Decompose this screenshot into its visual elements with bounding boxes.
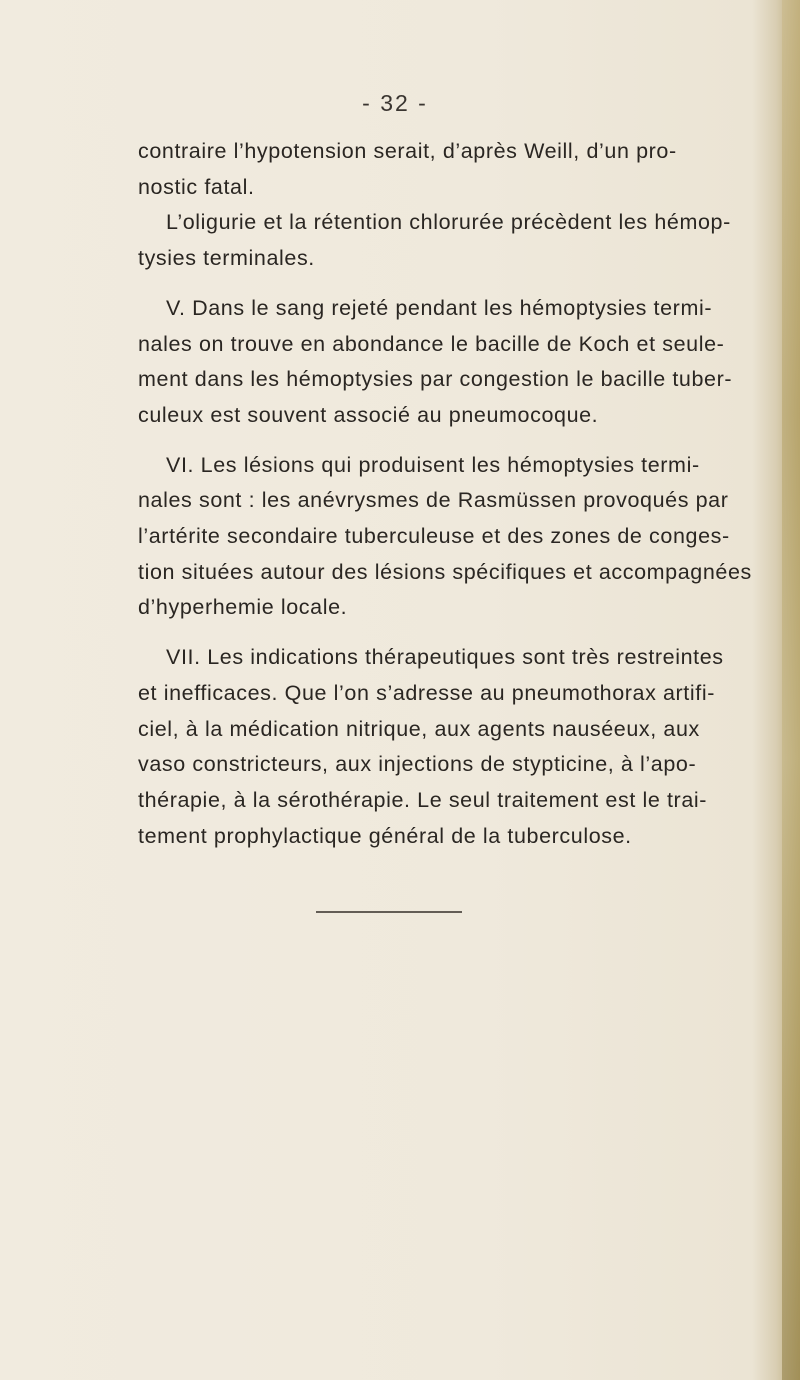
text-line: contraire l’hypotension serait, d’après Weill, d’un pro- <box>138 139 677 163</box>
end-rule-divider <box>316 911 462 913</box>
text-line: culeux est souvent associé au pneumocoque. <box>138 402 599 427</box>
text-line: l’artérite secondaire tuberculeuse et des zones de conges- <box>138 524 730 549</box>
paragraph-section-vi <box>138 448 770 627</box>
paragraph-section-vii <box>138 640 770 854</box>
text-line: VII. Les indications thérapeutiques sont très restreintes <box>166 645 724 670</box>
text-line: ciel, à la médication nitrique, aux agents nauséeux, aux <box>138 716 700 741</box>
page-edge-stain <box>782 0 800 1380</box>
text-line: nales sont : les anévrysmes de Rasmüssen provoqués par <box>138 488 729 513</box>
text-line: vaso constricteurs, aux injections de stypticine, à l’apo- <box>138 752 697 777</box>
body-text <box>138 134 770 854</box>
paragraph-oligurie <box>138 205 770 276</box>
text-line: et inefficaces. Que l’on s’adresse au pneumothorax artifi- <box>138 680 715 705</box>
paragraph-hypotension <box>138 134 770 205</box>
text-line: V. Dans le sang rejeté pendant les hémoptysies termi- <box>166 295 713 320</box>
text-line: nales on trouve en abondance le bacille de Koch et seule- <box>138 331 725 356</box>
text-line: d’hyperhemie locale. <box>138 595 348 620</box>
text-line: nostic fatal. <box>138 174 255 199</box>
text-line: tysies terminales. <box>138 246 315 271</box>
text-line: VI. Les lésions qui produisent les hémoptysies termi- <box>166 452 700 477</box>
page-number: - 32 - <box>362 90 428 116</box>
text-line: thérapie, à la sérothérapie. Le seul traitement est le trai- <box>138 787 708 812</box>
text-line: ment dans les hémoptysies par congestion le bacille tuber- <box>138 367 733 392</box>
paragraph-section-v <box>138 291 770 434</box>
text-line: tement prophylactique général de la tuberculose. <box>138 823 632 848</box>
text-line: L’oligurie et la rétention chlorurée précèdent les hémop- <box>166 210 731 235</box>
text-line: tion situées autour des lésions spécifiques et accompagnées <box>138 559 752 584</box>
